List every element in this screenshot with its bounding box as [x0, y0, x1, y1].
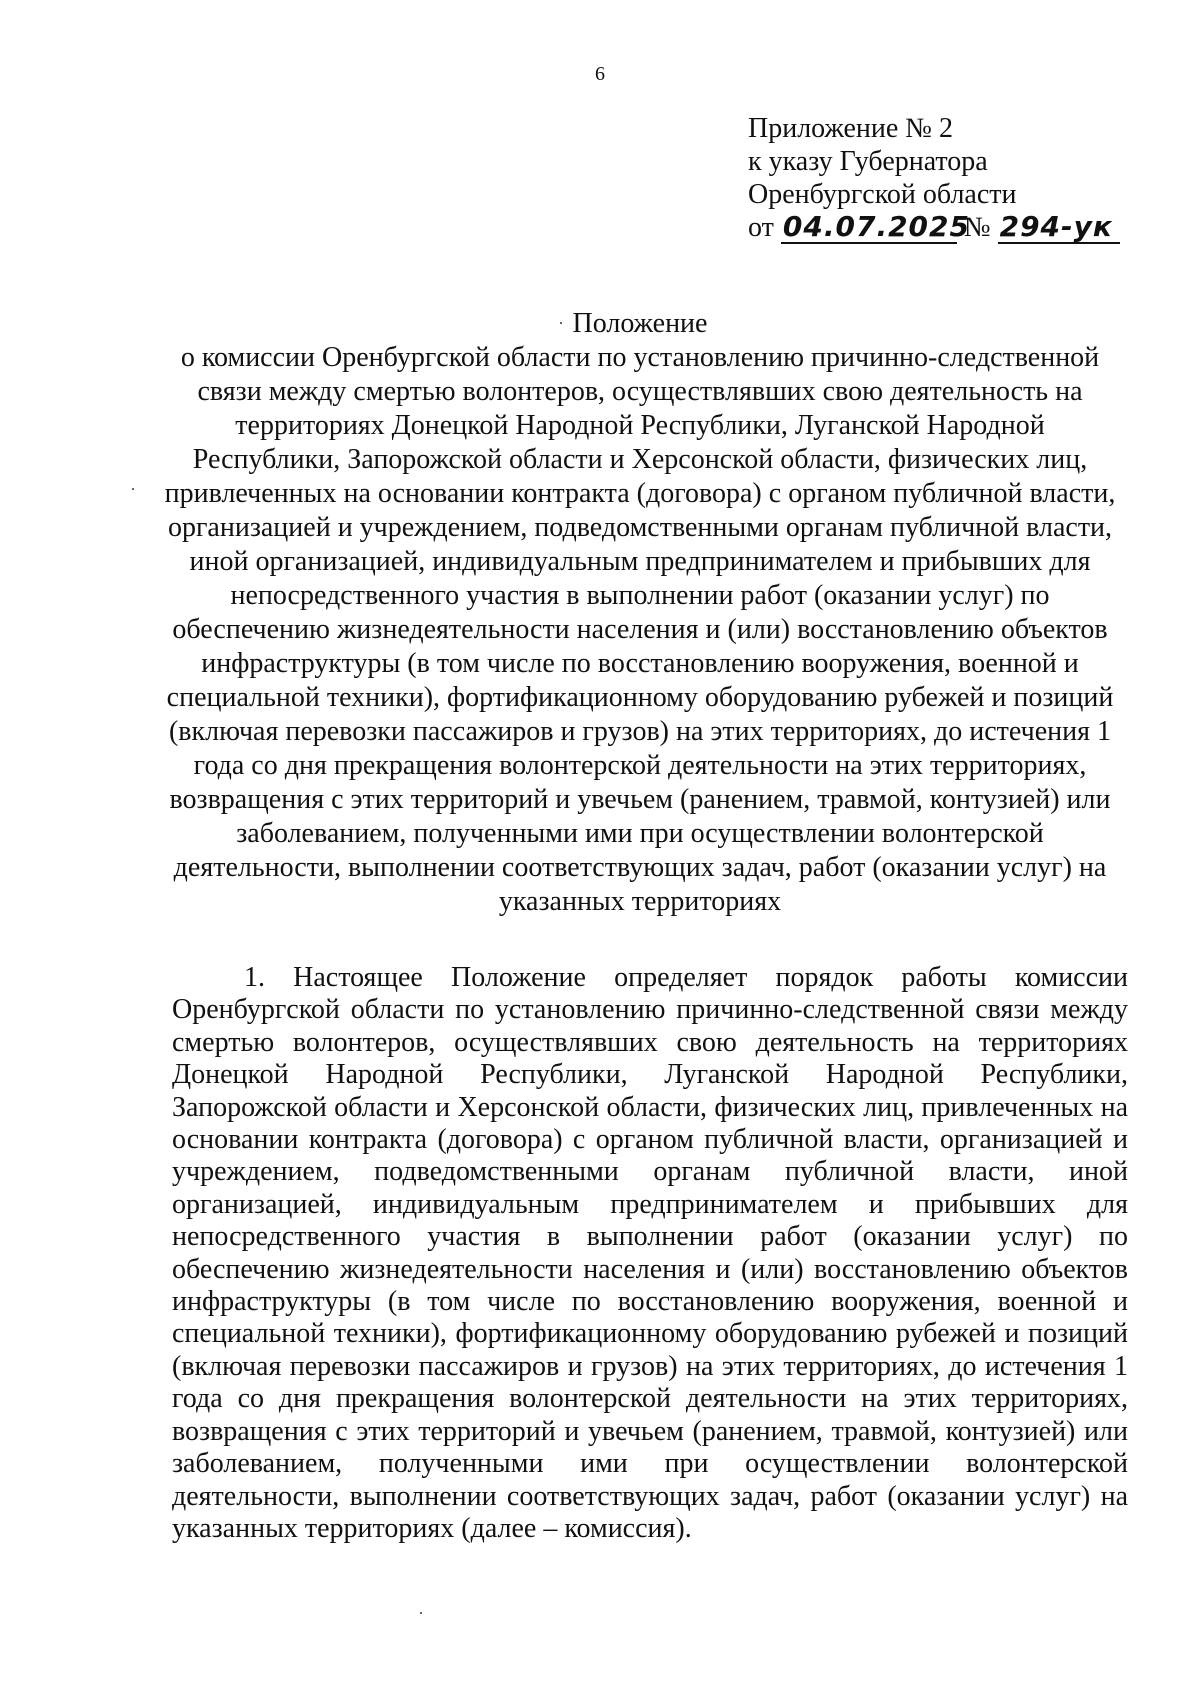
scan-speck	[560, 322, 562, 324]
date-prefix: от	[748, 212, 774, 243]
paragraph-1: 1. Настоящее Положение определяет порядок работы комиссии Оренбургской области по установлению причинно-следственной связи между смертью волонтеров, осуществлявших свою деятельность на территориях Донецкой Народной Республики, Луганской Народной Республики, Запорожской области и Херсонской области, физических лиц, привлеченных на основании контракта (договора) с органом публичной власти, организацией и учреждением, подведомственными органам публичной власти, иной организацией, индивидуальным предпринимателем и прибывших для непосредственного участия в выполнении работ (оказании услуг) по обеспечению жизнедеятельности населения и (или) восстановлению объектов инфраструктуры (в том числе по восстановлению вооружения, военной и специальной техники), фортификационному оборудованию рубежей и позиций (включая перевозки пассажиров и грузов) на этих территориях, до истечения 1 года со дня прекращения волонтерской деятельности на этих территориях, возвращения с этих территорий и увечьем (ранением, травмой, контузией) или заболеванием, полученными ими при осуществлении волонтерской деятельности, выполнении соответствующих задач, работ (оказании услуг) на указанных территориях (далее – комиссия).	[172, 962, 1128, 1544]
appendix-date-number-line	[748, 211, 1168, 251]
appendix-header	[748, 112, 1168, 251]
scan-speck	[420, 1612, 422, 1614]
document-title	[160, 307, 1120, 919]
number-prefix: №	[963, 212, 991, 243]
appendix-line-1: Приложение № 2	[748, 113, 953, 144]
handwritten-date: 04.07.2025	[782, 210, 971, 243]
page-number: 6	[595, 63, 605, 85]
appendix-line-2: к указу Губернатора	[748, 146, 988, 177]
handwritten-number: 294-ук	[998, 212, 1120, 244]
scan-speck	[132, 488, 134, 490]
title-heading: Положение	[572, 308, 708, 339]
title-subtitle: о комиссии Оренбургской области по установлению причинно-следственной связи между смертью волонтеров, осуществлявших свою деятельность на территориях Донецкой Народной Республики, Луганской Народной Республики, Запорожской области и Херсонской области, физических лиц, привлеченных на основании контракта (договора) с органом публичной власти, организацией и учреждением, подведомственными органам публичной власти, иной организацией, индивидуальным предпринимателем и прибывших для непосредственного участия в выполнении работ (оказании услуг) по обеспечению жизнедеятельности населения и (или) восстановлению объектов инфраструктуры (в том числе по восстановлению вооружения, военной и специальной техники), фортификационному оборудованию рубежей и позиций (включая перевозки пассажиров и грузов) на этих территориях, до истечения 1 года со дня прекращения волонтерской деятельности на этих территориях, возвращения с этих территорий и увечьем (ранением, травмой, контузией) или заболеванием, полученными ими при осуществлении волонтерской деятельности, выполнении соответствующих задач, работ (оказании услуг) на указанных территориях	[164, 342, 1116, 917]
appendix-line-3: Оренбургской области	[748, 179, 1017, 210]
